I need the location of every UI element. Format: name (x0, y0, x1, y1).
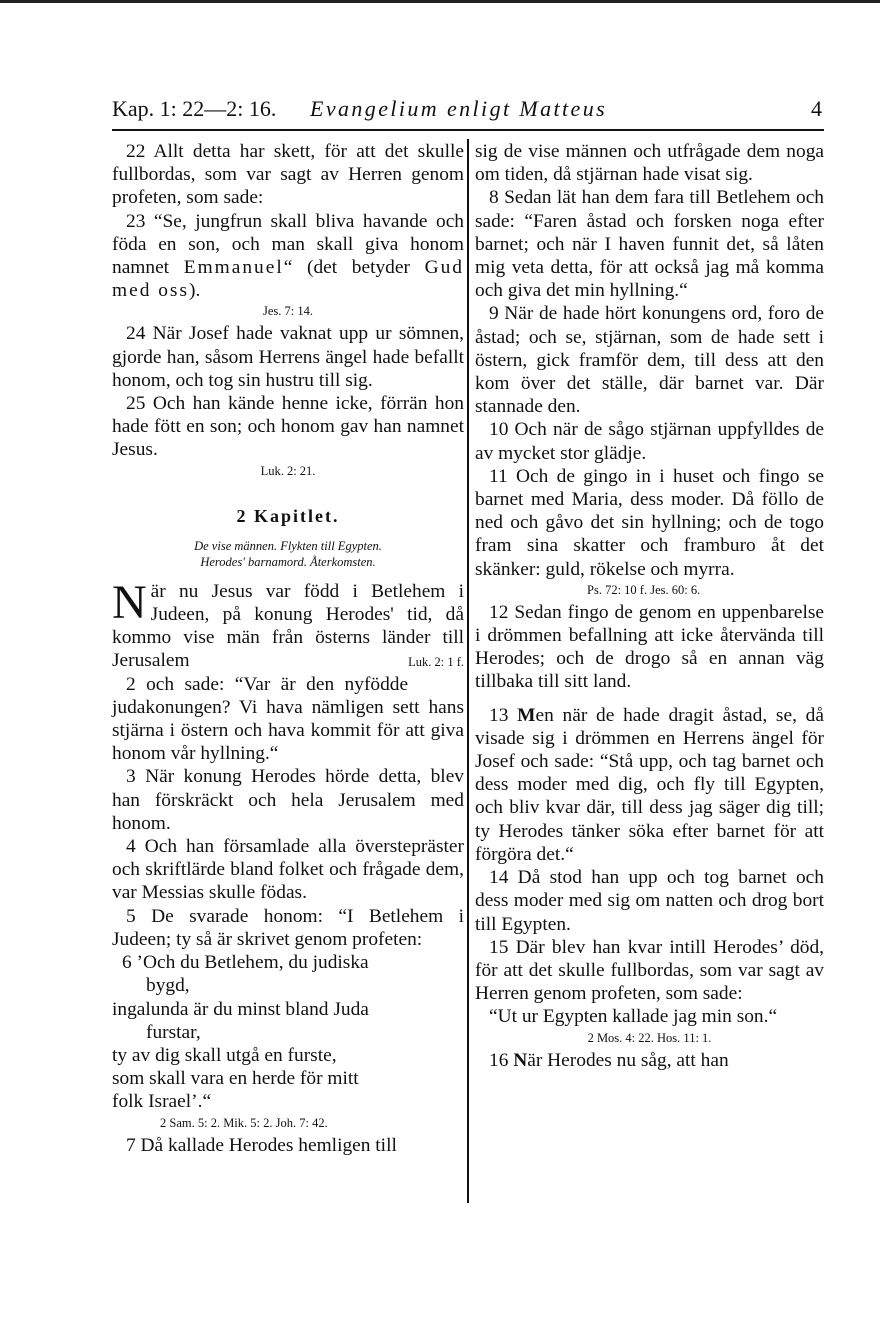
verse-2-7: 7 Då kallade Herodes hemligen till (126, 1134, 397, 1156)
cross-reference: Luk. 2: 21. (260, 463, 316, 478)
book-title: Evangelium enligt Matteus (310, 96, 608, 121)
verse-2-8: 8 Sedan lät han dem fara till Betlehem och sade: “Faren åstad och forsken noga efter barnet; och när I haven funnit det, så låten mig veta detta, för att också jag må komma och giva det min hyllning.“ (475, 187, 824, 302)
verse-2-9: 9 När de hade hört konungens ord, foro de åstad; och se, stjärnan, som de hade sett i östern, gick framför dem, till dess att den kom över det ställe, där barnet var. Där stannade den. (475, 303, 824, 418)
section-initial: M (517, 704, 536, 726)
verse-2-1: När nu Jesus var född i Betlehem i Judeen, på konung Herodes' tid, då kommo vise män från österns länder till Jerusalem Luk. 2: 1 f. (112, 580, 464, 673)
emmanuel-meaning: Gud med oss (112, 257, 464, 302)
verse-2-3: 3 När konung Herodes hörde detta, blev han förskräckt och hela Jerusalem med honom. (112, 766, 464, 834)
running-header (112, 96, 822, 128)
verse-2-10: 10 Och när de sågo stjärnan uppfylldes de av mycket stor glädje. (475, 419, 824, 464)
verse-2-4: 4 Och han församlade alla överstepräster och skriftlärde bland folket och frågade dem, var Messias skulle födas. (112, 836, 464, 904)
verse-2-15: 15 Där blev han kvar intill Herodes’ död, för att det skulle fullbordas, som var sagt av Herren genom profeten, som sade: (475, 936, 824, 1005)
top-border-line (0, 0, 880, 3)
verse-2-11: 11 Och de gingo in i huset och fingo se barnet med Maria, dess moder. Då föllo de ned och gåvo det sin hyllning; och de togo fram sina skatter och framburo åt det skänker: guld, rökelse och myrra. (475, 465, 824, 580)
header-rule (112, 129, 824, 131)
verse-2-5: 5 De svarade honom: “I Betlehem i Judeen; ty så är skrivet genom profeten: (112, 905, 464, 950)
emmanuel-name: Emmanuel (183, 257, 284, 279)
verse-2-12: 12 Sedan fingo de genom en uppenbarelse i drömmen befallning att icke återvända till Herodes; och de drogo så en annan väg tillbaka till sitt land. (475, 601, 824, 693)
cross-reference: 2 Sam. 5: 2. Mik. 5: 2. Joh. 7: 42. (160, 1115, 328, 1130)
paragraph-gap (475, 694, 824, 704)
verse-2-13: 13 Men när de hade dragit åstad, se, då visade sig i drömmen en Herrens ängel för Josef och sade: “Stå upp, och tag barnet och dess moder med dig, och fly till Egypten, och bliv kvar där, till dess jag säger dig till; ty Herodes tänker söka efter barnet för att förgöra det.“ (475, 704, 824, 865)
verse-1-24: 24 När Josef hade vaknat upp ur sömnen, gjorde han, såsom Herrens ängel hade befallt honom, och tog sin hustru till sig. (112, 323, 464, 391)
left-column (112, 140, 464, 1157)
cross-reference: 2 Mos. 4: 22. Hos. 11: 1. (587, 1030, 712, 1045)
right-column (475, 140, 824, 1072)
chapter-summary: De vise männen. Flykten till Egypten. Herodes' barnamord. Återkomsten. (194, 538, 382, 569)
prophecy-quote: 6 ’Och du Betlehem, du judiska bygd, ingalunda är du minst bland Juda furstar, ty av dig skall utgå en furste, som skall vara en herde för mitt folk Israel’.“ (112, 952, 369, 1113)
verse-2-14: 14 Då stod han upp och tog barnet och dess moder med sig om natten och drog bort till Egypten. (475, 867, 824, 935)
column-divider (467, 139, 469, 1203)
verse-2-7-continued: sig de vise männen och utfrågade dem noga om tiden, då stjärnan hade visat sig. (475, 141, 824, 186)
verse-1-22: 22 Allt detta har skett, för att det skulle fullbordas, som var sagt av Herren genom profeten, som sade: (112, 141, 464, 209)
cross-reference: Ps. 72: 10 f. Jes. 60: 6. (587, 582, 701, 597)
quote-line: “Ut ur Egypten kallade jag min son.“ (489, 1006, 778, 1028)
section-initial: N (513, 1049, 528, 1071)
verse-2-16: 16 När Herodes nu såg, att han (489, 1049, 729, 1071)
verse-1-25: 25 Och han kände henne icke, förrän hon hade fött en son; och honom gav han namnet Jesus. (112, 393, 464, 461)
cross-reference: Luk. 2: 1 f. (408, 655, 464, 670)
page-number: 4 (811, 96, 822, 121)
chapter-range: Kap. 1: 22—2: 16. (112, 96, 277, 121)
cross-reference: Jes. 7: 14. (263, 304, 313, 319)
verse-2-2: 2 och sade: “Var är den nyfödde judakonungen? Vi hava nämligen sett hans stjärna i östern och hava kommit för att giva honom vår hyllning.“ (112, 673, 464, 765)
verse-1-23: 23 “Se, jungfrun skall bliva havande och föda en son, och man skall giva honom namnet Emmanuel“ (det betyder Gud med oss). (112, 210, 464, 302)
chapter-heading: 2 Kapitlet. (236, 505, 340, 526)
drop-cap: N (112, 575, 147, 629)
